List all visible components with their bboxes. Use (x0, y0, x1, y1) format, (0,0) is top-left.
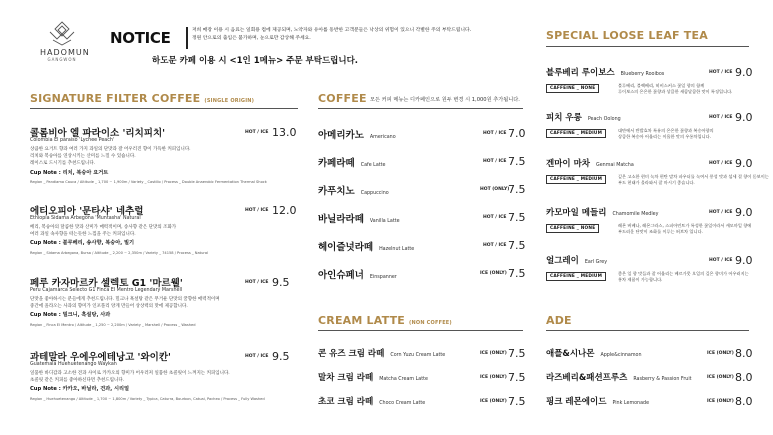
item-name (546, 111, 621, 123)
desc-line: 일품한 바디감과 고소한 견과 사이로 카카오의 향미가 어우러져 일품한 초콜릿이 느껴지는 커피입니다. (30, 371, 230, 376)
item-name (318, 395, 425, 407)
item-name-ko: 카페라떼 (318, 158, 355, 169)
item-name (318, 347, 445, 359)
desc-line: 부드러운 단맛이 조화를 이루는 허브차 입니다. (618, 229, 703, 234)
item-name (546, 254, 607, 266)
item-name-ko: 바닐라라떼 (318, 214, 364, 225)
desc-line: 초콜릿 같은 커피를 좋아하신다면 추천드립니다. (30, 378, 125, 383)
item-price: 8.0 (735, 395, 753, 408)
section-subtitle: (SINGLE ORIGIN) (204, 98, 255, 104)
desc-line: 상큼한 복숭아 어울리는 이롭한 맛의 우롱차입니다. (618, 134, 711, 139)
item-name-en: Matcha Cream Latte (379, 377, 428, 382)
item-name-ko: 카푸치노 (318, 186, 355, 197)
menu-item-ade (546, 395, 753, 409)
item-name (318, 183, 389, 197)
item-temp: HOT / ICE (483, 159, 507, 164)
item-name-en: Vanilla Latte (369, 219, 400, 224)
item-description (618, 83, 738, 95)
menu-item-signature (30, 203, 298, 258)
item-temp: HOT (ONLY) (480, 187, 510, 192)
item-description (30, 296, 295, 310)
item-temp: ICE (ONLY) (480, 271, 507, 276)
item-name-en: Colombia El paraiso 'Lychee Peach' (30, 138, 115, 143)
item-name (318, 239, 414, 253)
item-price: 7.5 (508, 155, 526, 168)
menu-item-tea (546, 254, 753, 288)
item-temp: HOT / ICE (245, 208, 269, 213)
notice-line: 정원 안으로의 출입은 불가하며, 눈으로만 감상해 주세요. (192, 36, 311, 41)
item-name (318, 211, 400, 225)
item-name-ko: 말차 크림 라떼 (318, 373, 374, 383)
item-temp: HOT / ICE (709, 115, 733, 120)
menu-item-coffee (318, 239, 526, 253)
caffeine-badge: CAFFEINE _ NONE (546, 224, 599, 233)
item-name-en: Genmai Matcha (596, 163, 634, 168)
menu-item-coffee (318, 127, 526, 141)
item-description (618, 128, 738, 140)
item-name-en: Cappuccino (360, 191, 389, 196)
desc-line: 홍차 제품이 가능합니다. (618, 277, 663, 282)
item-meta: Region _ Sidama Arbegona, Bursa / Altitude _ 2,200 ~ 2,350m / Variety _ 74158 / Process _ Natural (30, 251, 209, 255)
section-title-signature (30, 92, 254, 105)
item-price: 8.0 (735, 347, 753, 360)
item-description (30, 224, 295, 238)
item-name (318, 127, 396, 141)
item-temp: ICE (ONLY) (480, 351, 507, 356)
item-name: 페루 카자마르카 셀렉토 G1 '마르웰' (30, 278, 183, 289)
item-name-ko: 라즈베리&패션프루츠 (546, 373, 628, 383)
item-price: 9.5 (272, 276, 290, 289)
brand-logo (40, 20, 90, 62)
section-rule (546, 46, 749, 47)
item-name-en: Hazelnut Latte (379, 247, 415, 252)
desc-line: 리치와 복숭아를 연상시키는 산미를 느낄 수 있습니다. (30, 154, 136, 159)
section-title-coffee: COFFEE (318, 92, 367, 105)
item-temp: HOT / ICE (709, 210, 733, 215)
item-price: 9.0 (735, 66, 753, 79)
item-temp: ICE (ONLY) (707, 351, 734, 356)
desc-line: 여러 과일 속사향을 떠는듯한 느낌을 주는 커피입니다. (30, 232, 136, 237)
item-price: 7.0 (508, 127, 526, 140)
item-name (546, 395, 649, 407)
item-price: 7.5 (508, 211, 526, 224)
item-temp: HOT / ICE (709, 161, 733, 166)
notice-title: NOTICE (110, 29, 171, 47)
item-description (618, 223, 752, 235)
menu-item-tea (546, 157, 769, 191)
item-temp: HOT / ICE (245, 130, 269, 135)
item-name: 과테말라 우에우에테낭고 '와이칸' (30, 352, 171, 363)
menu-item-coffee (318, 267, 526, 281)
section-title-cream (318, 314, 452, 327)
section-rule (30, 108, 298, 109)
item-name-en: Ethiopia Sidama Arbegona 'Muntasha' Natural (30, 216, 141, 221)
notice-divider (186, 27, 188, 49)
item-price: 7.5 (508, 371, 526, 384)
item-temp: HOT / ICE (483, 131, 507, 136)
section-title-tea: SPECIAL LOOSE LEAF TEA (546, 29, 708, 42)
item-temp: ICE (ONLY) (707, 399, 734, 404)
menu-item-coffee (318, 183, 526, 197)
item-name-ko: 애플&시나몬 (546, 349, 595, 359)
desc-line: 중간에 올라오는 사과의 향미가 인포플리 앙게 만들어 상상력의 맛에 제공합니다. (30, 304, 188, 309)
item-price: 9.0 (735, 206, 753, 219)
menu-item-coffee (318, 155, 526, 169)
item-cupnote: Cup Note : 카카오, 바닐라, 견과, 시리얼 (30, 386, 130, 392)
item-price: 9.0 (735, 111, 753, 124)
item-name-en: Cafe Latte (360, 163, 386, 168)
menu-item-cream (318, 395, 526, 409)
item-description (618, 174, 769, 186)
menu-item-tea (546, 66, 753, 100)
item-name (546, 347, 642, 359)
menu-item-cream (318, 347, 526, 361)
desc-line: 상큼한 요거트 향과 여러 가지 과일의 단맛과 잘 어우러진 향이 가득한 커피입니다. (30, 147, 191, 152)
caffeine-badge: CAFFEINE _ MEDIUM (546, 129, 606, 138)
item-name-ko: 카모마일 메들리 (546, 208, 607, 218)
notice-order-rule: 하도문 카페 이용 시 <1인 1메뉴> 주문 부탁드립니다. (152, 56, 359, 66)
item-price: 7.5 (508, 183, 526, 196)
item-price: 9.0 (735, 254, 753, 267)
menu-item-signature (30, 125, 298, 193)
item-temp: HOT / ICE (483, 243, 507, 248)
item-name-en: Guatemala Huehuetenango Waykan (30, 362, 117, 367)
decaf-note: 모든 커피 메뉴는 디카페인으로 원두 변경 시 1,000원 추가됩니다. (370, 97, 520, 103)
desc-line: 좋은 잎 향 맛들과 잘 어울리는 베르가못 오일의 깊은 향미가 어우러지는 (618, 271, 749, 276)
section-rule (318, 108, 523, 109)
notice-line: 저희 매장 이용 시 음료는 일회용 컵에 제공되며, 노약자와 유아를 동반한 고객분들은 낙상의 위험이 있으니 각별한 주의 부탁드립니다. (192, 28, 472, 33)
item-price: 7.5 (508, 395, 526, 408)
desc-line: 깊은 고소한 현미 녹차 편탄 말차 파우더를 녹여서 풍성 맛과 섬세 결 향이 돋보이는 (618, 174, 769, 179)
item-name: 에티오피아 '문타샤' 네추럴 (30, 206, 144, 217)
item-name-en: Chamomile Medley (612, 212, 659, 217)
item-name-ko: 초코 크림 라떼 (318, 397, 374, 407)
item-price: 13.0 (272, 126, 297, 139)
brand-name: HADOMUN (40, 48, 90, 57)
item-name-ko: 겐마이 마차 (546, 159, 591, 169)
desc-line: 단맛을 좋아하시는 분들에게 추천드립니다. 밀크나 흑설탕 같은 무거운 단맛의 꿀향한 매력적이며 (30, 297, 220, 302)
item-price: 7.5 (508, 347, 526, 360)
item-cupnote: Cup Note : 리치, 복숭아 요거트 (30, 170, 109, 176)
item-name (318, 155, 386, 169)
item-cupnote: Cup Note : 블루베리, 송사향, 복숭아, 빌기 (30, 240, 135, 246)
menu-item-cream (318, 371, 526, 385)
item-name-en: Americano (369, 135, 396, 140)
item-name: 콜롬비아 엘 파라이소 '리치피치' (30, 128, 166, 139)
item-name (546, 206, 658, 218)
section-subtitle: (NON COFFEE) (409, 320, 452, 326)
item-meta: Region _ Huehuetenango / Altitude _ 1,700 ~ 1,800m / Variety _ Typica, Caturra, Bourbon, Catuai, Pacheo / Process _ Fully Washed (30, 397, 265, 401)
item-temp: ICE (ONLY) (480, 399, 507, 404)
item-name-ko: 얼그레이 (546, 256, 579, 266)
item-description (618, 271, 749, 283)
item-temp: HOT / ICE (709, 70, 733, 75)
item-description (30, 146, 295, 167)
menu-item-signature (30, 349, 298, 405)
item-price: 9.5 (272, 350, 290, 363)
item-name-ko: 헤이즐넛라떼 (318, 242, 374, 253)
item-name-en: Earl Grey (584, 260, 608, 265)
item-temp: HOT / ICE (709, 258, 733, 263)
menu-item-ade (546, 347, 753, 361)
item-name-ko: 핑크 레몬에이드 (546, 397, 607, 407)
item-price: 9.0 (735, 157, 753, 170)
item-cupnote: Cup Note : 밀크니, 흑설탕, 사과 (30, 312, 111, 318)
item-price: 7.5 (508, 239, 526, 252)
desc-line: 대만에서 반발효차 특유의 은은한 꽃향과 복숭아향의 (618, 128, 714, 133)
item-temp: HOT / ICE (245, 354, 269, 359)
item-name-en: Choco Cream Latte (379, 401, 426, 406)
item-name-ko: 아인슈페너 (318, 270, 364, 281)
item-name-ko: 블루베리 루이보스 (546, 68, 615, 78)
caffeine-badge: CAFFEINE _ MEDIUM (546, 272, 606, 281)
menu-item-tea (546, 111, 753, 145)
brand-sub: GANGWON (47, 57, 77, 62)
item-name-ko: 피치 우롱 (546, 113, 582, 123)
lotus-logo-icon (47, 20, 77, 46)
caffeine-badge: CAFFEINE _ NONE (546, 84, 599, 93)
desc-line: 부드 현태가 올라와서 잘 마시기 좋습니다. (618, 180, 695, 185)
notice-text (192, 27, 492, 43)
item-price: 8.0 (735, 371, 753, 384)
item-price: 12.0 (272, 204, 297, 217)
item-temp: ICE (ONLY) (480, 375, 507, 380)
item-name-en: Rasberry & Passion Fruit (633, 377, 692, 382)
section-rule (318, 330, 523, 331)
section-rule (546, 330, 749, 331)
item-name-en: Einspanner (369, 275, 397, 280)
caffeine-badge: CAFFEINE _ MEDIUM (546, 175, 606, 184)
item-name (318, 267, 397, 281)
item-meta: Region _ Finca El Mentro / Altitude _ 1,250 ~ 2,200m / Variety _ Marshell / Process _ Washed (30, 323, 196, 327)
item-name-ko: 콘 유즈 크림 라떼 (318, 349, 385, 359)
item-meta: Region _ Pandiamo Cauca / Altitude _ 1,700 ~ 1,900m / Variety _ Castillo / Process _ Double Anaerobic Fermentation Thermal Shock (30, 180, 267, 184)
item-name-ko: 아메리카노 (318, 130, 364, 141)
section-title-text: SIGNATURE FILTER COFFEE (30, 92, 201, 105)
section-title-ade: ADE (546, 314, 572, 327)
item-temp: HOT / ICE (245, 280, 269, 285)
desc-line: 레이스로 드시기를 추천드립니다. (30, 161, 96, 166)
item-name-en: Corn Yuzu Cream Latte (390, 353, 446, 358)
desc-line: 베리, 복숭아의 달콤한 맛과 산미가 매력적이며, 송사향 같은 단맛의 조화가 (30, 225, 177, 230)
item-temp: ICE (ONLY) (707, 375, 734, 380)
item-name (318, 371, 428, 383)
section-title-text: CREAM LATTE (318, 314, 405, 327)
item-name (546, 157, 634, 169)
item-name-en: Apple&cinnamon (600, 353, 642, 358)
item-name-en: Peru Cajamarca Selecto G1 Finca El Mentro Legendary Marshell (30, 288, 183, 293)
item-name (546, 66, 664, 78)
menu-item-ade (546, 371, 753, 385)
item-name-en: Blueberry Rooibos (620, 72, 665, 77)
item-price: 7.5 (508, 267, 526, 280)
menu-item-tea (546, 206, 753, 240)
menu-item-signature (30, 275, 298, 330)
desc-line: 블루베리, 블랙베리, 히비스커스 꽃잎 향의 함께 (618, 83, 705, 88)
item-description (30, 370, 295, 384)
item-name (546, 371, 692, 383)
desc-line: 레몬 버베나, 레몬그라스, 스피아민트가 특성한 꽃잎이라서 캐모마일 향에 (618, 223, 752, 228)
menu-item-coffee (318, 211, 526, 225)
item-name-en: Pink Lemonade (612, 401, 650, 406)
item-name-en: Peach Oolong (587, 117, 621, 122)
item-temp: HOT / ICE (483, 215, 507, 220)
desc-line: 루이보스의 은은한 꽃향과 상큼한 새콤달콤한 맛이 특징입니다. (618, 89, 733, 94)
